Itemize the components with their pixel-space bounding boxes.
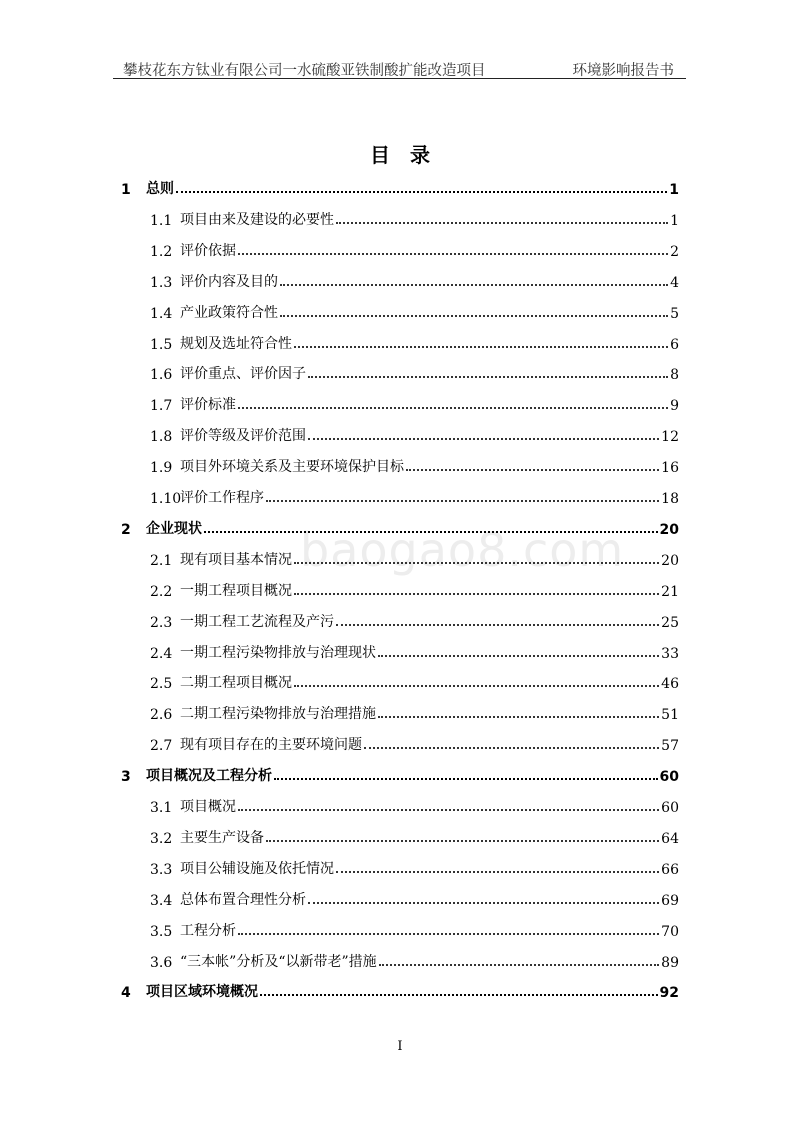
toc-section-entry[interactable] <box>0 454 800 476</box>
toc-dot-leader <box>378 655 659 657</box>
toc-entry-title: 现有项目基本情况 <box>180 552 292 568</box>
toc-dot-leader <box>336 624 659 626</box>
toc-entry-number: 1 <box>121 182 131 198</box>
toc-section-entry[interactable] <box>0 949 800 971</box>
toc-entry-page: 1 <box>670 213 679 229</box>
toc-dot-leader <box>406 469 659 471</box>
toc-entry-number: 2.2 <box>150 584 173 600</box>
toc-dot-leader <box>274 778 658 780</box>
toc-entry-title: 评价重点、评价因子 <box>180 366 306 382</box>
toc-dot-leader <box>280 284 668 286</box>
toc-dot-leader <box>238 933 659 935</box>
toc-entry-page: 89 <box>661 955 679 971</box>
toc-entry-page: 5 <box>670 306 679 322</box>
toc-entry-page: 12 <box>661 429 679 445</box>
toc-section-entry[interactable] <box>0 485 800 507</box>
toc-section-entry[interactable] <box>0 887 800 909</box>
toc-dot-leader <box>308 376 668 378</box>
toc-entry-page: 16 <box>661 460 679 476</box>
toc-entry-page: 51 <box>661 707 679 723</box>
toc-entry-page: 92 <box>659 985 679 1001</box>
toc-dot-leader <box>294 685 659 687</box>
toc-entry-number: 1.8 <box>150 429 173 445</box>
toc-dot-leader <box>266 500 659 502</box>
toc-dot-leader <box>378 716 659 718</box>
page-header <box>113 57 686 79</box>
toc-section-entry[interactable] <box>0 825 800 847</box>
toc-entry-page: 18 <box>661 491 679 507</box>
toc-entry-title: 一期工程污染物排放与治理现状 <box>180 645 376 661</box>
page-number: I <box>397 1039 403 1054</box>
toc-entry-title: 项目外环境关系及主要环境保护目标 <box>180 459 404 475</box>
toc-entry-page: 2 <box>670 244 679 260</box>
toc-dot-leader <box>266 840 659 842</box>
toc-entry-title: 规划及选址符合性 <box>180 336 292 352</box>
toc-entry-number: 3.6 <box>150 955 173 971</box>
toc-section-entry[interactable] <box>0 423 800 445</box>
toc-chapter-entry[interactable] <box>0 516 800 538</box>
toc-entry-title: 产业政策符合性 <box>180 305 278 321</box>
toc-entry-page: 70 <box>661 924 679 940</box>
toc-entry-page: 60 <box>659 769 679 785</box>
toc-entry-number: 3.3 <box>150 862 173 878</box>
toc-entry-number: 2.5 <box>150 676 173 692</box>
toc-entry-number: 2.7 <box>150 738 173 754</box>
toc-dot-leader <box>238 809 659 811</box>
toc-entry-title: 评价标准 <box>180 397 236 413</box>
toc-entry-title: 项目概况 <box>180 799 236 815</box>
toc-dot-leader <box>238 253 668 255</box>
toc-entry-number: 2.4 <box>150 646 173 662</box>
toc-title: 目 录 <box>370 143 430 167</box>
toc-dot-leader <box>238 407 668 409</box>
toc-entry-number: 1.2 <box>150 244 173 260</box>
toc-entry-title: 项目公辅设施及依托情况 <box>180 861 334 877</box>
toc-dot-leader <box>294 562 659 564</box>
toc-entry-title: 一期工程项目概况 <box>180 583 292 599</box>
toc-entry-page: 64 <box>661 831 679 847</box>
toc-entry-number: 2.3 <box>150 615 173 631</box>
toc-entry-title: 项目由来及建设的必要性 <box>180 212 334 228</box>
toc-entry-title: 工程分析 <box>180 923 236 939</box>
toc-entry-title: 一期工程工艺流程及产污 <box>180 614 334 630</box>
toc-section-entry[interactable] <box>0 547 800 569</box>
toc-dot-leader <box>336 871 659 873</box>
toc-entry-title: 评价依据 <box>180 243 236 259</box>
toc-entry-title: 二期工程项目概况 <box>180 675 292 691</box>
toc-chapter-entry[interactable] <box>0 176 800 198</box>
toc-entry-number: 4 <box>121 985 131 1001</box>
toc-section-entry[interactable] <box>0 732 800 754</box>
toc-entry-number: 1.5 <box>150 337 173 353</box>
toc-entry-page: 33 <box>661 646 679 662</box>
watermark: baogao8.com <box>300 523 625 577</box>
toc-section-entry[interactable] <box>0 578 800 600</box>
toc-entry-page: 46 <box>661 676 679 692</box>
toc-entry-number: 1.4 <box>150 306 173 322</box>
toc-entry-number: 2.6 <box>150 707 173 723</box>
toc-dot-leader <box>336 222 668 224</box>
toc-entry-title: 评价工作程序 <box>180 490 264 506</box>
toc-entry-number: 1.1 <box>150 213 173 229</box>
toc-entry-title: 项目区域环境概况 <box>146 984 258 1000</box>
toc-section-entry[interactable] <box>0 794 800 816</box>
toc-dot-leader <box>308 438 659 440</box>
toc-entry-page: 4 <box>670 275 679 291</box>
toc-chapter-entry[interactable] <box>0 763 800 785</box>
toc-section-entry[interactable] <box>0 701 800 723</box>
toc-entry-title: 评价等级及评价范围 <box>180 428 306 444</box>
toc-section-entry[interactable] <box>0 670 800 692</box>
toc-dot-leader <box>204 531 658 533</box>
toc-section-entry[interactable] <box>0 269 800 291</box>
toc-entry-page: 60 <box>661 800 679 816</box>
toc-entry-page: 69 <box>661 893 679 909</box>
toc-entry-page: 1 <box>669 182 679 198</box>
toc-dot-leader <box>364 747 659 749</box>
header-document-title: 攀枝花东方钛业有限公司一水硫酸亚铁制酸扩能改造项目 <box>123 63 486 79</box>
toc-entry-page: 20 <box>661 553 679 569</box>
toc-entry-number: 3.2 <box>150 831 173 847</box>
toc-section-entry[interactable] <box>0 856 800 878</box>
toc-chapter-entry[interactable] <box>0 979 800 1001</box>
toc-entry-page: 21 <box>661 584 679 600</box>
toc-entry-number: 2 <box>121 522 131 538</box>
toc-entry-number: 1.7 <box>150 398 173 414</box>
toc-entry-title: 现有项目存在的主要环境问题 <box>180 737 362 753</box>
toc-section-entry[interactable] <box>0 609 800 631</box>
toc-entry-number: 3.4 <box>150 893 173 909</box>
toc-dot-leader <box>176 191 667 193</box>
toc-entry-number: 1.10 <box>150 491 182 507</box>
toc-entry-number: 2.1 <box>150 553 173 569</box>
header-rule <box>113 78 686 79</box>
toc-section-entry[interactable] <box>0 238 800 260</box>
toc-entry-title: 企业现状 <box>146 521 202 537</box>
toc-dot-leader <box>379 964 660 966</box>
toc-entry-title: 评价内容及目的 <box>180 274 278 290</box>
toc-dot-leader <box>308 902 659 904</box>
toc-entry-page: 66 <box>661 862 679 878</box>
header-report-type: 环境影响报告书 <box>572 63 674 79</box>
toc-section-entry[interactable] <box>0 331 800 353</box>
toc-entry-title: 主要生产设备 <box>180 830 264 846</box>
toc-entry-number: 3.1 <box>150 800 173 816</box>
toc-entry-title: 总体布置合理性分析 <box>180 892 306 908</box>
toc-dot-leader <box>294 593 659 595</box>
toc-entry-title: 总则 <box>146 181 174 197</box>
toc-section-entry[interactable] <box>0 207 800 229</box>
toc-section-entry[interactable] <box>0 392 800 414</box>
toc-entry-page: 25 <box>661 615 679 631</box>
toc-dot-leader <box>294 346 668 348</box>
toc-entry-title: 项目概况及工程分析 <box>146 768 272 784</box>
toc-entry-page: 6 <box>670 337 679 353</box>
toc-section-entry[interactable] <box>0 640 800 662</box>
toc-entry-title: “三本帐”分析及“以新带老”措施 <box>180 954 377 970</box>
toc-entry-title: 二期工程污染物排放与治理措施 <box>180 706 376 722</box>
toc-entry-page: 57 <box>661 738 679 754</box>
toc-entry-number: 3 <box>121 769 131 785</box>
toc-entry-page: 20 <box>659 522 679 538</box>
toc-section-entry[interactable] <box>0 300 800 322</box>
toc-entry-number: 1.3 <box>150 275 173 291</box>
toc-entry-page: 9 <box>670 398 679 414</box>
toc-dot-leader <box>280 315 668 317</box>
toc-entry-number: 3.5 <box>150 924 173 940</box>
toc-section-entry[interactable] <box>0 918 800 940</box>
toc-section-entry[interactable] <box>0 361 800 383</box>
toc-entry-page: 8 <box>670 367 679 383</box>
toc-dot-leader <box>260 994 658 996</box>
toc-entry-number: 1.6 <box>150 367 173 383</box>
toc-entry-number: 1.9 <box>150 460 173 476</box>
